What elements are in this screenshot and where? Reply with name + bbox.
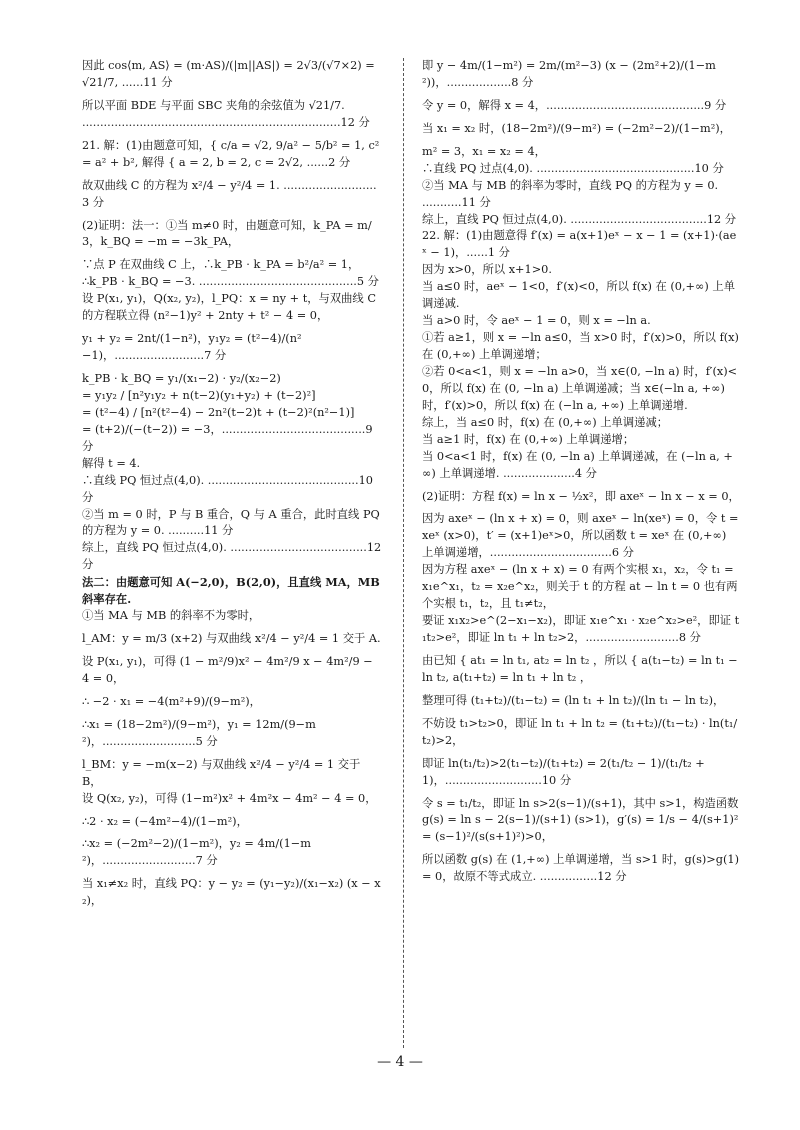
solution-line: 由已知 { at₁ = ln t₁, at₂ = ln t₂ ，所以 { a(t₁−t₂) = ln t₁ − ln t₂, a(t₁+t₂) = ln t₁ + ln t₂ ， bbox=[422, 653, 738, 684]
solution-line: 不妨设 t₁>t₂>0，即证 ln t₁ + ln t₂ = (t₁+t₂)/(t₁−t₂) · ln(t₁/t₂)>2， bbox=[422, 716, 738, 747]
solution-line: y₁ + y₂ = 2nt/(1−n²)，y₁y₂ = (t²−4)/(n²−1)，.........................7 分 bbox=[82, 332, 302, 363]
solution-line: ∴ −2 · x₁ = −4(m²+9)/(9−m²)， bbox=[82, 694, 261, 708]
solution-line: 因此 cos⟨m, AS⟩ = (m·AS)/(|m||AS|) = 2√3/(√7×2) = √21/7, ......11 分 bbox=[82, 59, 375, 89]
solution-line: 因为 x>0，所以 x+1>0. bbox=[422, 263, 552, 277]
solution-line: ∴x₁ = (18−2m²)/(9−m²)，y₁ = 12m/(9−m²)，..........................5 分 bbox=[82, 717, 316, 748]
page-number: — 4 — bbox=[377, 1054, 423, 1070]
solution-line: 即 y − 4m/(1−m²) = 2m/(m²−3) (x − (2m²+2)/(1−m²))，..................8 分 bbox=[422, 59, 716, 89]
solution-line: 因为 axeˣ − (ln x + x) = 0，则 axeˣ − ln(xeˣ) = 0，令 t = xeˣ (x>0)，t′ = (x+1)eˣ>0，所以函数 t = xeˣ 在 (0,+∞) 上单调递增，..................................6 分 bbox=[422, 512, 739, 560]
solution-line: 当 x₁≠x₂ 时，直线 PQ：y − y₂ = (y₁−y₂)/(x₁−x₂) (x − x₂)， bbox=[82, 877, 381, 908]
solution-line: = y₁y₂ / [n²y₁y₂ + n(t−2)(y₁+y₂) + (t−2)²] bbox=[82, 388, 316, 402]
solution-line: ∴直线 PQ 过点(4,0). ............................................10 分 bbox=[422, 161, 724, 175]
solution-line: 当 a>0 时，令 aeˣ − 1 = 0，则 x = −ln a. bbox=[422, 314, 651, 328]
column-divider bbox=[403, 58, 404, 1048]
solution-line: = (t²−4) / [n²(t²−4) − 2n²(t−2)t + (t−2)²(n²−1)] bbox=[82, 405, 355, 419]
solution-line: 当 0<a<1 时，f(x) 在 (0, −ln a) 上单调递减，在 (−ln a, +∞) 上单调递增. ....................4 分 bbox=[422, 449, 733, 480]
solution-line: 设 P(x₁, y₁)，可得 (1 − m²/9)x² − 4m²/9 x − 4m²/9 − 4 = 0， bbox=[82, 655, 373, 685]
solution-line: ∴x₂ = (−2m²−2)/(1−m²)，y₂ = 4m/(1−m²)，..........................7 分 bbox=[82, 837, 311, 868]
solution-line: 所以函数 g(s) 在 (1,+∞) 上单调递增，当 s>1 时，g(s)>g(1) = 0，故原不等式成立. ................12 分 bbox=[422, 853, 740, 884]
right-column bbox=[422, 58, 740, 1048]
solution-line: l_BM：y = −m(x−2) 与双曲线 x²/4 − y²/4 = 1 交于 B， bbox=[82, 757, 361, 788]
solution-line: 整理可得 (t₁+t₂)/(t₁−t₂) = (ln t₁ + ln t₂)/(ln t₁ − ln t₂)， bbox=[422, 693, 725, 707]
solution-line: ∴直线 PQ 恒过点(4,0). ..........................................10 分 bbox=[82, 473, 373, 504]
solution-line: k_PB · k_BQ = y₁/(x₁−2) · y₂/(x₂−2) bbox=[82, 372, 281, 385]
solution-line: ........................................................................12 分 bbox=[82, 115, 370, 129]
solution-line: = (t+2)/(−(t−2)) = −3，........................................9 分 bbox=[82, 422, 373, 453]
solution-line: (2)证明：法一：①当 m≠0 时，由题意可知，k_PA = m/3，k_BQ = −m = −3k_PA， bbox=[82, 218, 372, 249]
solution-line: ②当 MA 与 MB 的斜率为零时，直线 PQ 的方程为 y = 0. ...........11 分 bbox=[422, 178, 719, 209]
solution-line: 综上，直线 PQ 恒过点(4,0). ......................................12 分 bbox=[82, 541, 382, 572]
solution-line: 22. 解：(1)由题意得 f′(x) = a(x+1)eˣ − x − 1 = (x+1)·(aeˣ − 1)，......1 分 bbox=[422, 229, 737, 260]
solution-line: 即证 ln(t₁/t₂)>2(t₁−t₂)/(t₁+t₂) = 2(t₁/t₂ − 1)/(t₁/t₂ + 1)，...........................10 分 bbox=[422, 756, 705, 787]
solution-line: 要证 x₁x₂>e^(2−x₁−x₂)，即证 x₁e^x₁ · x₂e^x₂>e²，即证 t₁t₂>e²，即证 ln t₁ + ln t₂>2，..........................8 分 bbox=[422, 614, 740, 644]
solution-line: ②若 0<a<1，则 x = −ln a>0，当 x∈(0, −ln a) 时，f′(x)<0，所以 f(x) 在 (0, −ln a) 上单调递减；当 x∈(−ln a, +∞) 时，f′(x)>0，所以 f(x) 在 (−ln a, +∞) 上单调递增. bbox=[422, 364, 738, 412]
solution-line: 综上，当 a≤0 时，f(x) 在 (0,+∞) 上单调递减； bbox=[422, 415, 669, 429]
solution-line: ∴k_PB · k_BQ = −3. ............................................5 分 bbox=[82, 275, 379, 289]
solution-line: 当 a≤0 时，aeˣ − 1<0，f′(x)<0，所以 f(x) 在 (0,+∞) 上单调递减. bbox=[422, 280, 736, 311]
solution-line: 法二：由题意可知 A(−2,0)，B(2,0)，且直线 MA，MB 斜率存在. bbox=[82, 575, 380, 607]
solution-line: 令 s = t₁/t₂，即证 ln s>2(s−1)/(s+1)，其中 s>1，构造函数 g(s) = ln s − 2(s−1)/(s+1) (s>1)，g′(s) = 1/s − 4/(s+1)² = (s−1)²/(s(s+1)²)>0， bbox=[422, 796, 739, 844]
solution-line: 故双曲线 C 的方程为 x²/4 − y²/4 = 1. ..........................3 分 bbox=[82, 178, 377, 209]
solution-line: ①当 MA 与 MB 的斜率不为零时， bbox=[82, 609, 261, 623]
solution-line: ∵点 P 在双曲线 C 上，∴k_PB · k_PA = b²/a² = 1， bbox=[82, 258, 360, 272]
solution-line: 当 x₁ = x₂ 时，(18−2m²)/(9−m²) = (−2m²−2)/(1−m²)， bbox=[422, 121, 731, 135]
solution-line: 综上，直线 PQ 恒过点(4,0). ......................................12 分 bbox=[422, 212, 737, 226]
solution-line: 21. 解：(1)由题意可知，{ c/a = √2, 9/a² − 5/b² = 1, c² = a² + b², 解得 { a = 2, b = 2, c = 2√2, ......2 分 bbox=[82, 138, 380, 169]
solution-line: ②当 m = 0 时，P 与 B 重合，Q 与 A 重合，此时直线 PQ 的方程为 y = 0. ..........11 分 bbox=[82, 507, 380, 538]
solution-line: (2)证明：方程 f(x) = ln x − ½x²，即 axeˣ − ln x − x = 0， bbox=[422, 489, 740, 503]
solution-line: ①若 a≥1，则 x = −ln a≤0，当 x>0 时，f′(x)>0，所以 f(x) 在 (0,+∞) 上单调递增； bbox=[422, 331, 739, 361]
left-column bbox=[82, 58, 382, 1048]
solution-line: l_AM：y = m/3 (x+2) 与双曲线 x²/4 − y²/4 = 1 交于 A. bbox=[82, 632, 381, 646]
solution-line: 解得 t = 4. bbox=[82, 456, 141, 470]
solution-line: 所以平面 BDE 与平面 SBC 夹角的余弦值为 √21/7. bbox=[82, 98, 345, 112]
solution-line: ∴2 · x₂ = (−4m²−4)/(1−m²)， bbox=[82, 814, 248, 828]
solution-line: 设 P(x₁, y₁)，Q(x₂, y₂)，l_PQ：x = ny + t，与双曲线 C 的方程联立得 (n²−1)y² + 2nty + t² − 4 = 0， bbox=[82, 292, 376, 323]
solution-line: 设 Q(x₂, y₂)，可得 (1−m²)x² + 4m²x − 4m² − 4 = 0， bbox=[82, 791, 377, 805]
solution-line: m² = 3，x₁ = x₂ = 4， bbox=[422, 144, 546, 158]
solution-line: 当 a≥1 时，f(x) 在 (0,+∞) 上单调递增； bbox=[422, 432, 635, 446]
solution-line: 令 y = 0，解得 x = 4，............................................9 分 bbox=[422, 98, 727, 112]
solution-line: 因为方程 axeˣ − (ln x + x) = 0 有两个实根 x₁，x₂，令 t₁ = x₁e^x₁，t₂ = x₂e^x₂，则关于 t 的方程 at − ln t = 0 也有两个实根 t₁，t₂，且 t₁≠t₂， bbox=[422, 563, 738, 611]
